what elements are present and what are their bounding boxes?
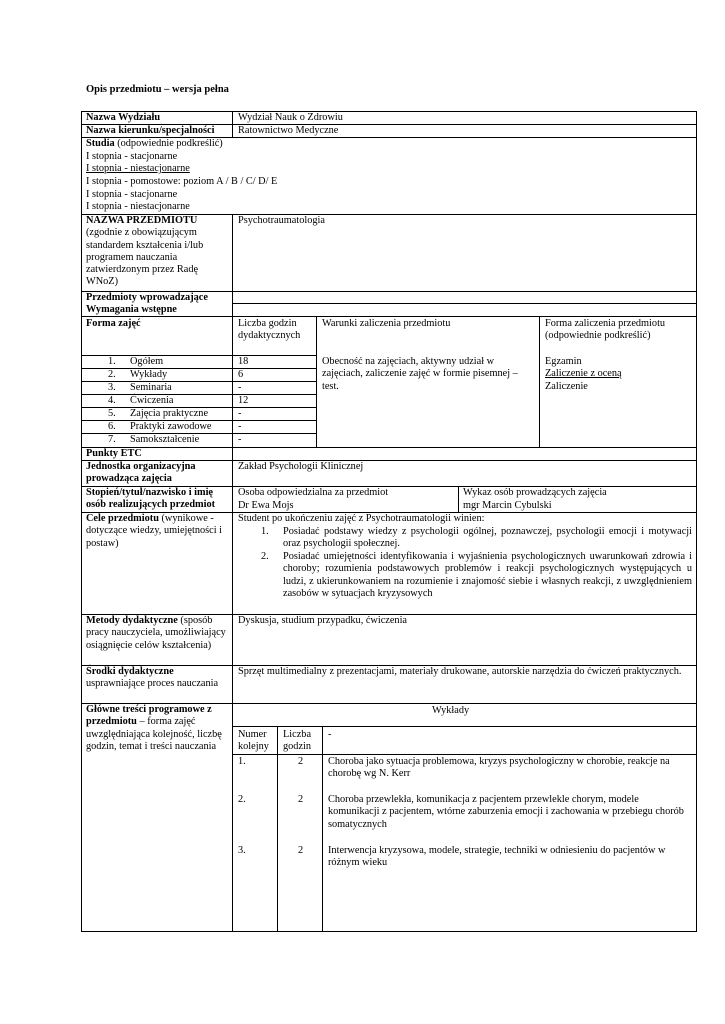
tools-value: Sprzęt multimedialny z prezentacjami, materiały drukowane, autorskie narzędzia do ćwiczeń praktycznych. bbox=[238, 666, 682, 677]
content-topic-header: - bbox=[328, 729, 332, 740]
form-row-hours: 12 bbox=[238, 395, 249, 406]
forms-label: Forma zajęć bbox=[86, 318, 141, 329]
methods-label: Metody dydaktyczne (sposób pracy nauczyciela, umożliwiający osiągnięcie celów kształcenia) bbox=[86, 615, 226, 651]
form-row-name: Ćwiczenia bbox=[130, 395, 174, 406]
form-row-hours: - bbox=[238, 421, 242, 432]
content-row-topic: Choroba jako sytuacja problemowa, kryzys psychologiczny w chorobie, reakcje na chorobę wg N. Kerr bbox=[328, 756, 670, 780]
form-row-name: Zajęcia praktyczne bbox=[130, 408, 209, 419]
content-row-num: 3. bbox=[238, 845, 246, 856]
studies-option-selected: I stopnia - niestacjonarne bbox=[86, 163, 190, 174]
forms-hours-header: Liczba godzin dydaktycznych bbox=[238, 318, 301, 342]
content-label: Główne treści programowe z przedmiotu – forma zajęć uwzględniająca kolejność, liczbę godzin, temat i treści nauczania bbox=[86, 704, 222, 752]
form-row-hours: - bbox=[238, 408, 242, 419]
methods-value: Dyskusja, studium przypadku, ćwiczenia bbox=[238, 615, 407, 626]
faculty-value: Wydział Nauk o Zdrowiu bbox=[238, 112, 343, 123]
tools-label: Środki dydaktyczne usprawniające proces nauczania bbox=[86, 666, 219, 690]
document-title: Opis przedmiotu – wersja pełna bbox=[86, 84, 229, 95]
content-row-num: 1. bbox=[238, 756, 246, 767]
teachers-value: mgr Marcin Cybulski bbox=[463, 500, 552, 511]
faculty-label: Nazwa Wydziału bbox=[86, 112, 161, 123]
responsible-label: Osoba odpowiedzialna za przedmiot bbox=[238, 487, 389, 498]
form-row-name: Wykłady bbox=[130, 369, 168, 380]
form-row-num: 2. bbox=[108, 369, 116, 380]
form-row-num: 4. bbox=[108, 395, 116, 406]
final-form-option-selected: Zaliczenie z oceną bbox=[545, 368, 622, 379]
final-form-option: Egzamin bbox=[545, 356, 582, 367]
form-row-name: Seminaria bbox=[130, 382, 172, 393]
persons-label: Stopień/tytuł/nazwisko i imię osób realizujących przedmiot bbox=[86, 487, 216, 511]
goal-text: Posiadać umiejętności identyfikowania i wyjaśnienia psychologicznych uwarunkowań zdrowia i choroby; rozumienia podstawowych problemów i reakcji psychologicznych występujących u ludzi, z ukierunkowaniem na rozumienie i znajomość siebie i własnych reakcji, z uwzględnieniem zasobów w sytuacjach kryzysowych bbox=[283, 551, 692, 599]
goal-num: 1. bbox=[261, 526, 269, 537]
teachers-label: Wykaz osób prowadzących zajęcia bbox=[463, 487, 607, 498]
goal-text: Posiadać podstawy wiedzy z psychologii ogólnej, poznawczej, psychologii emocji i motywacji oraz psychologii społecznej. bbox=[283, 526, 692, 550]
studies-option: I stopnia - stacjonarne bbox=[86, 151, 178, 162]
goals-label: Cele przedmiotu (wynikowe - dotyczące wiedzy, umiejętności i postaw) bbox=[86, 513, 222, 549]
prerequisites-label: Przedmioty wprowadzające bbox=[86, 292, 208, 303]
forms-conditions-header: Warunki zaliczenia przedmiotu bbox=[322, 318, 451, 329]
studies-option: I stopnia - niestacjonarne bbox=[86, 201, 190, 212]
content-row-hours: 2 bbox=[298, 794, 304, 805]
form-row-num: 5. bbox=[108, 408, 116, 419]
content-row-num: 2. bbox=[238, 794, 246, 805]
field-label: Nazwa kierunku/specjalności bbox=[86, 125, 215, 136]
goals-intro: Student po ukończeniu zajęć z Psychotraumatologii winien: bbox=[238, 513, 485, 524]
field-value: Ratownictwo Medyczne bbox=[238, 125, 339, 136]
form-row-num: 7. bbox=[108, 434, 116, 445]
subject-value: Psychotraumatologia bbox=[238, 215, 325, 226]
final-form-option: Zaliczenie bbox=[545, 381, 588, 392]
studies-option: I stopnia - pomostowe: poziom A / B / C/ D/ E bbox=[86, 176, 278, 187]
ects-label: Punkty ETC bbox=[86, 448, 142, 459]
form-row-name: Samokształcenie bbox=[130, 434, 200, 445]
content-section-title: Wykłady bbox=[432, 705, 470, 716]
responsible-value: Dr Ewa Mojs bbox=[238, 500, 294, 511]
form-row-name: Ogółem bbox=[130, 356, 164, 367]
content-row-hours: 2 bbox=[298, 756, 304, 767]
form-row-hours: 18 bbox=[238, 356, 249, 367]
studies-label: Studia (odpowiednie podkreślić) bbox=[86, 138, 223, 149]
form-row-name: Praktyki zawodowe bbox=[130, 421, 212, 432]
form-row-num: 6. bbox=[108, 421, 116, 432]
content-row-topic: Choroba przewlekła, komunikacja z pacjentem przewlekle chorym, modele komunikacji z pacjentem, wtórne zaburzenia emocji i zachowania w przebiegu chorób somatycznych bbox=[328, 794, 684, 830]
form-row-num: 3. bbox=[108, 382, 116, 393]
requirements-label: Wymagania wstępne bbox=[86, 304, 177, 315]
form-row-num: 1. bbox=[108, 356, 116, 367]
forms-conditions-text: Obecność na zajęciach, aktywny udział w zajęciach, zaliczenie zajęć w formie pisemnej – test. bbox=[322, 356, 518, 392]
form-row-hours: 6 bbox=[238, 369, 244, 380]
goal-num: 2. bbox=[261, 551, 269, 562]
form-row-hours: - bbox=[238, 382, 242, 393]
unit-label: Jednostka organizacyjna prowadząca zajęcia bbox=[86, 461, 196, 485]
studies-option: I stopnia - stacjonarne bbox=[86, 189, 178, 200]
form-row-hours: - bbox=[238, 434, 242, 445]
content-row-topic: Interwencja kryzysowa, modele, strategie, techniki w odniesieniu do pacjentów w różnym wieku bbox=[328, 845, 666, 869]
content-hours-header: Liczba godzin bbox=[283, 729, 312, 753]
content-num-header: Numer kolejny bbox=[238, 729, 269, 753]
forms-final-header: Forma zaliczenia przedmiotu (odpowiednie podkreślić) bbox=[545, 318, 666, 342]
subject-label: NAZWA PRZEDMIOTU (zgodnie z obowiązującym standardem kształcenia i/lub programem nauczania zatwierdzonym przez Radę WNoZ) bbox=[86, 215, 204, 288]
content-row-hours: 2 bbox=[298, 845, 304, 856]
unit-value: Zakład Psychologii Klinicznej bbox=[238, 461, 364, 472]
